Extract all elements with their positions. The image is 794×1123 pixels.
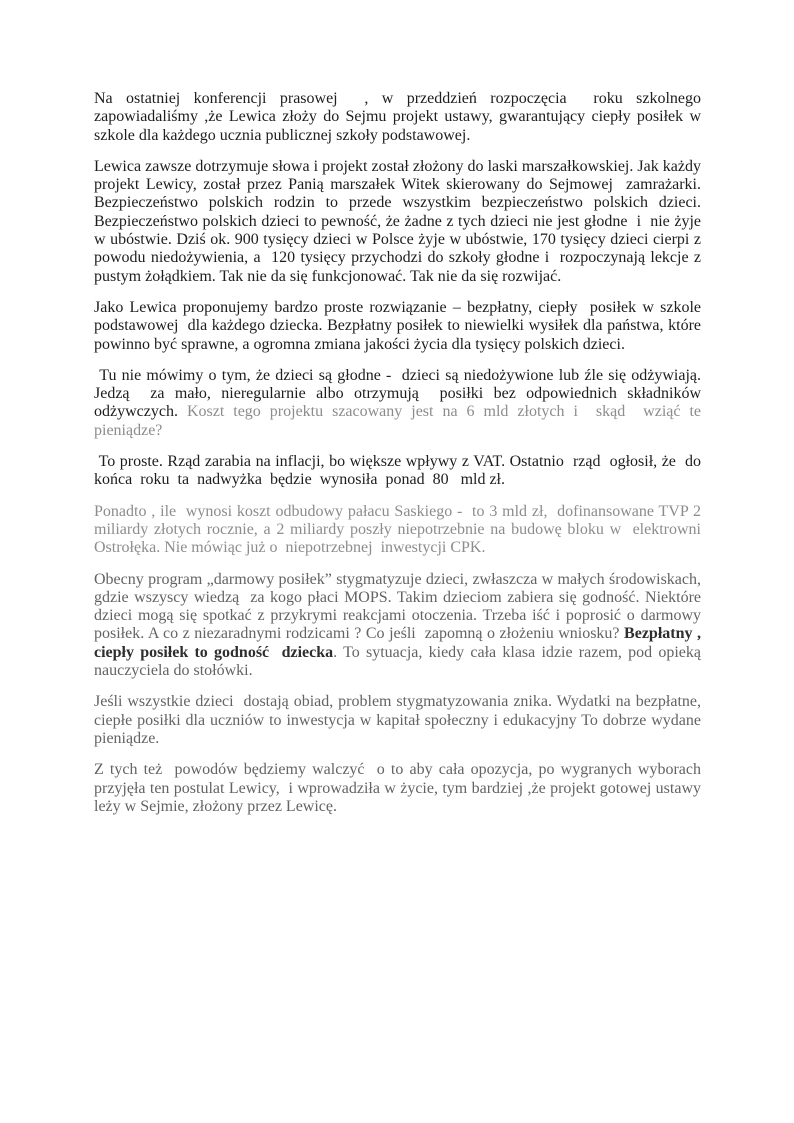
text-segment: . To sytuacja, kiedy cała klasa idzie razem, pod opieką nauczyciela do stołówki. [94, 643, 705, 680]
paragraph [94, 570, 709, 681]
text-segment: Obecny program „darmowy posiłek” stygmatyzuje dzieci, zwłaszcza w małych środowiskach, gdzie wszyscy wiedzą za kogo płaci MOPS. Takim dzieciom zabiera się godność. Niektóre dzieci mogą się spotkać z przykrymi reakcjami otoczenia. Trzeba iść i poprosić o darmowy posiłek. A co z niezaradnymi rodzicami ? Co jeśli zapomną o złożeniu wniosku? [94, 570, 709, 643]
text-segment: Z tych też powodów będziemy walczyć o to aby cała opozycja, po wygranych wyborach przyjęła ten postulat Lewicy, i wprowadziła w życie, tym bardziej ,że projekt gotowej ustawy leży w Sejmie, złożony przez Lewicę. [94, 761, 705, 815]
paragraph [94, 693, 705, 748]
bold-text-segment: Bezpłatny , ciepły posiłek to godność dziecka [94, 625, 705, 661]
text-segment: Tu nie mówimy o tym, że dzieci są głodne - dzieci są niedożywione lub źle się odżywiają. Jedzą za mało, nieregularnie albo otrzymują posiłki bez odpowiednich składników odżywczych. [94, 366, 706, 421]
paragraph [94, 90, 705, 145]
text-segment: Ponadto , ile wynosi koszt odbudowy pałacu Saskiego - to 3 mld zł, dofinansowane TVP 2 miliardy złotych rocznie, a 2 miliardy poszły niepotrzebnie na budowę bloku w elektrowni Ostrołęka. Nie mówiąc już o niepotrzebnej inwestycji CPK. [94, 502, 709, 557]
paragraph [94, 366, 710, 440]
document-content [94, 90, 710, 829]
paragraph [94, 453, 706, 490]
text-segment: Lewica zawsze dotrzymuje słowa i projekt został złożony do laski marszałkowskiej. Jak każdy projekt Lewicy, został przez Panią marszałek Witek skierowany do Sejmowej zamrażarki. Bezpieczeństwo polskich rodzin to przede wszystkim bezpieczeństwo polskich dzieci. Bezpieczeństwo polskich dzieci to pewność, że żadne z tych dzieci nie jest głodne i nie żyje w ubóstwie. Dziś ok. 900 tysięcy dzieci w Polsce żyje w ubóstwie, 170 tysięcy dzieci cierpi z powodu niedożywienia, a 120 tysięcy przychodzi do szkoły głodne i rozpoczynają lekcje z pustym żołądkiem. Tak nie da się funkcjonować. Tak nie da się rozwijać. [94, 157, 709, 285]
text-segment: Na ostatniej konferencji prasowej , w przeddzień rozpoczęcia roku szkolnego zapowiadaliśmy ,że Lewica złoży do Sejmu projekt ustawy, gwarantujący ciepły posiłek w szkole dla każdego ucznia publicznej szkoły podstawowej. [94, 90, 705, 144]
paragraph [94, 298, 705, 354]
paragraph [94, 761, 705, 816]
text-segment: To proste. Rząd zarabia na inflacji, bo większe wpływy z VAT. Ostatnio rząd ogłosił, że do końca roku ta nadwyżka będzie wynosiła ponad 80 mld zł. [94, 453, 706, 489]
text-segment: Jeśli wszystkie dzieci dostają obiad, problem stygmatyzowania znika. Wydatki na bezpłatne, ciepłe posiłki dla uczniów to inwestycja w kapitał społeczny i edukacyjny To dobrze wydane pieniądze. [94, 693, 705, 747]
paragraph [94, 157, 709, 286]
text-segment: Koszt tego projektu szacowany jest na 6 mld złotych i skąd wziąć te pieniądze? [94, 403, 710, 439]
paragraph [94, 502, 709, 558]
text-segment: Jako Lewica proponujemy bardzo proste rozwiązanie – bezpłatny, ciepły posiłek w szkole podstawowej dla każdego dziecka. Bezpłatny posiłek to niewielki wysiłek dla państwa, które powinno być sprawne, a ogromna zmiana jakości życia dla tysięcy polskich dzieci. [94, 298, 705, 353]
